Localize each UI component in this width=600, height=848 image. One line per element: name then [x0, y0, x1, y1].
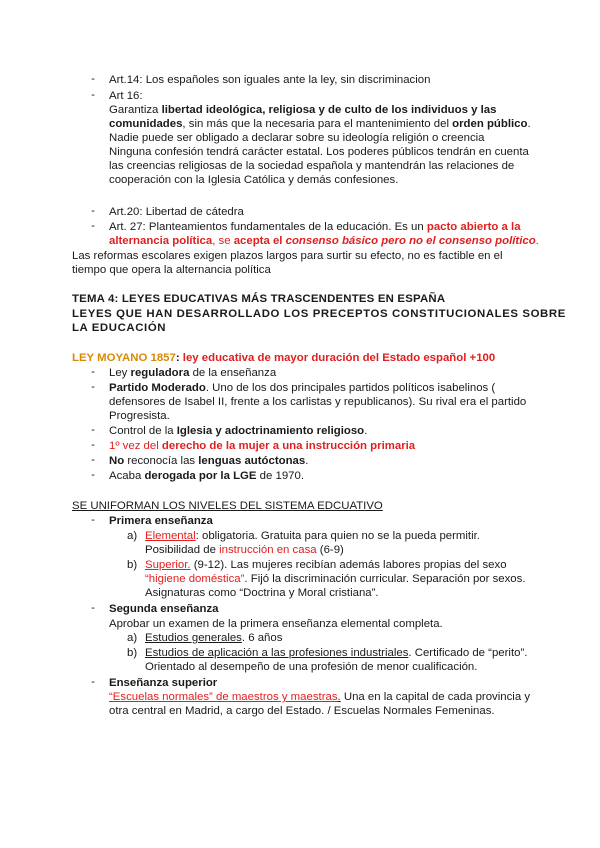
- art16-line-4: Ninguna confesión tendrá carácter estatal. Los poderes públicos tendrán en cuenta: [109, 146, 529, 158]
- art14-line: Art.14: Los españoles son iguales ante la ley, sin discriminacion: [109, 74, 431, 86]
- segunda-a-line: Estudios generales. 6 años: [145, 632, 283, 644]
- art16-line-2: comunidades, sin más que la necesaria para el mantenimiento del orden público.: [109, 118, 531, 130]
- bullet-dash: -: [91, 454, 95, 466]
- tema-heading-3: LA EDUCACIÓN: [72, 322, 167, 334]
- tema-heading-1: TEMA 4: LEYES EDUCATIVAS MÁS TRASCENDENTES EN ESPAÑA: [72, 293, 446, 305]
- art27-line-1: Art. 27: Planteamientos fundamentales de la educación. Es un pacto abierto a la: [109, 221, 521, 233]
- segunda-heading: Segunda enseñanza: [109, 603, 219, 615]
- moyano-item-5: No reconocía las lenguas autóctonas.: [109, 455, 309, 467]
- superior-line-2: otra central en Madrid, a cargo del Estado. / Escuelas Normales Femeninas.: [109, 705, 495, 717]
- bullet-dash: -: [91, 514, 95, 526]
- primera-b-line-2: “higiene doméstica”. Fijó la discriminación curricular. Separación por sexos.: [145, 573, 526, 585]
- segunda-b-line-2: Orientado al desempeño de una profesión de menor cualificación.: [145, 661, 478, 673]
- list-marker-b: b): [127, 647, 138, 659]
- bullet-dash: -: [91, 366, 95, 378]
- reform-line-1: Las reformas escolares exigen plazos largos para surtir su efecto, no es factible en el: [72, 250, 503, 262]
- moyano-item-2-line-3: Progresista.: [109, 410, 170, 422]
- bullet-dash: -: [91, 220, 95, 232]
- bullet-dash: -: [91, 424, 95, 436]
- moyano-item-1: Ley reguladora de la enseñanza: [109, 367, 277, 379]
- primera-a-line-1: Elemental: obligatoria. Gratuita para quien no se la pueda permitir.: [145, 530, 480, 542]
- bullet-dash: -: [91, 381, 95, 393]
- moyano-item-2-line-2: defensores de Isabel II, frente a los carlistas y republicanos). Su rival era el partido: [109, 396, 527, 408]
- segunda-desc: Aprobar un examen de la primera enseñanza elemental completa.: [109, 618, 443, 630]
- reform-line-2: tiempo que opera la alternancia política: [72, 264, 271, 276]
- superior-heading: Enseñanza superior: [109, 677, 218, 689]
- bullet-dash: -: [91, 439, 95, 451]
- moyano-title: LEY MOYANO 1857: ley educativa de mayor duración del Estado español +100: [72, 352, 496, 364]
- primera-a-line-2: Posibilidad de instrucción en casa (6-9): [145, 544, 344, 556]
- primera-heading: Primera enseñanza: [109, 515, 213, 527]
- moyano-item-6: Acaba derogada por la LGE de 1970.: [109, 470, 305, 482]
- bullet-dash: -: [91, 602, 95, 614]
- bullet-dash: -: [91, 89, 95, 101]
- art16-line-5: las creencias religiosas de la sociedad española y mantendrán las relaciones de: [109, 160, 515, 172]
- art16-line-1: Garantiza libertad ideológica, religiosa y de culto de los individuos y las: [109, 104, 497, 116]
- primera-b-line-1: Superior. (9-12). Las mujeres recibían además labores propias del sexo: [145, 559, 507, 571]
- art20-line: Art.20: Libertad de cátedra: [109, 206, 244, 218]
- superior-line-1: “Escuelas normales” de maestros y maestras. Una en la capital de cada provincia y: [109, 691, 531, 703]
- list-marker-a: a): [127, 530, 138, 542]
- art27-line-2: alternancia política, se acepta el consenso básico pero no el consenso político.: [109, 235, 539, 247]
- art16-line-3: Nadie puede ser obligado a declarar sobre su ideología religión o creencia: [109, 132, 485, 144]
- bullet-dash: -: [91, 205, 95, 217]
- tema-heading-2: LEYES QUE HAN DESARROLLADO LOS PRECEPTOS CONSTITUCIONALES SOBRE: [72, 308, 566, 320]
- art16-line-6: cooperación con la Iglesia Católica y demás confesiones.: [109, 174, 399, 186]
- moyano-item-4: 1º vez del derecho de la mujer a una instrucción primaria: [109, 440, 416, 452]
- list-marker-b: b): [127, 559, 138, 571]
- niveles-title: SE UNIFORMAN LOS NIVELES DEL SISTEMA EDCUATIVO: [72, 500, 383, 512]
- bullet-dash: -: [91, 73, 95, 85]
- bullet-dash: -: [91, 469, 95, 481]
- art16-title: Art 16:: [109, 90, 143, 102]
- list-marker-a: a): [127, 632, 138, 644]
- bullet-dash: -: [91, 676, 95, 688]
- segunda-b-line-1: Estudios de aplicación a las profesiones industriales. Certificado de “perito”.: [145, 647, 528, 659]
- moyano-item-3: Control de la Iglesia y adoctrinamiento religioso.: [109, 425, 368, 437]
- primera-b-line-3: Asignaturas como “Doctrina y Moral cristiana”.: [145, 587, 379, 599]
- moyano-item-2: Partido Moderado. Uno de los dos principales partidos políticos isabelinos (: [109, 382, 496, 394]
